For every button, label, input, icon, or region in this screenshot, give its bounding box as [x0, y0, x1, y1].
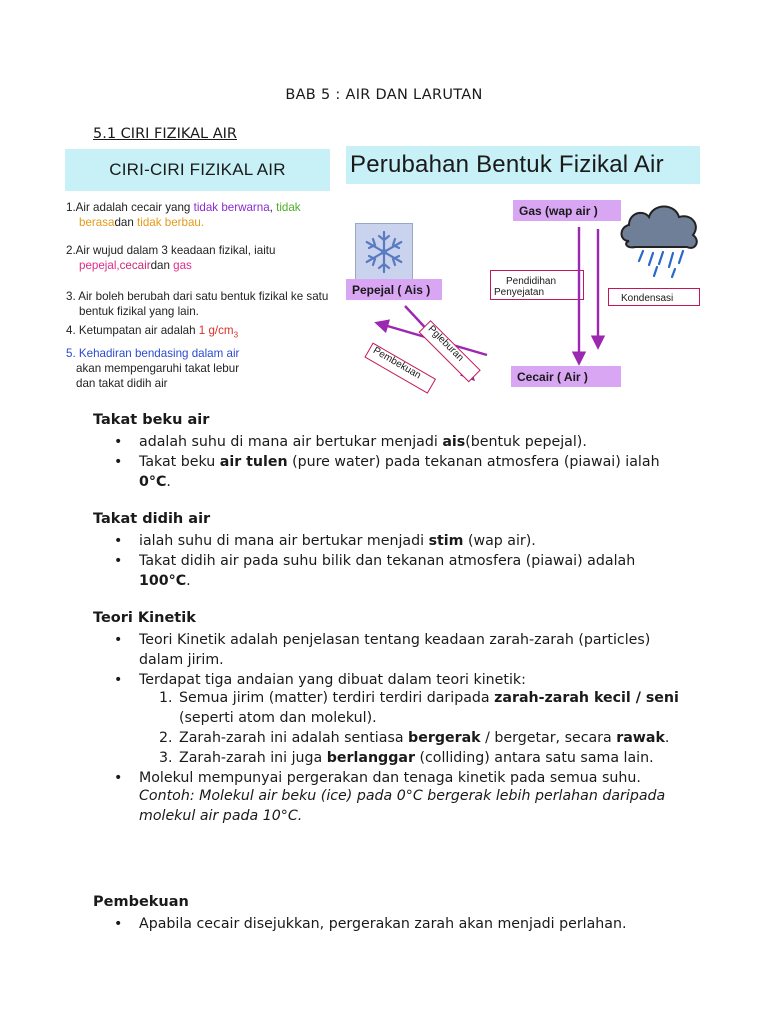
property-2: 2.Air wujud dalam 3 keadaan fizikal, iaitu pepejal,cecairdan gas [66, 244, 276, 272]
list-item: • adalah suhu di mana air bertukar menjadi ais(bentuk pepejal). [111, 432, 691, 452]
gas-state-box: Gas (wap air ) [513, 200, 621, 221]
assumption-item: 2. Zarah-zarah ini adalah sentiasa bergerak / bergetar, secara rawak. [159, 730, 670, 746]
chapter-title: BAB 5 : AIR DAN LARUTAN [285, 87, 483, 103]
kinetic-theory-heading: Teori Kinetik [93, 610, 196, 626]
assumption-list [159, 688, 691, 768]
boiling-point-list [111, 531, 691, 591]
boiling-evaporation-label: Pendidihan Penyejatan [490, 270, 584, 300]
list-item: • Molekul mempunyai pergerakan dan tenaga kinetik pada semua suhu. Contoh: Molekul air beku (ice) pada 0°C bergerak lebih perlahan daripada molekul air pada 10°C. [111, 768, 691, 826]
freezing-point-heading: Takat beku air [93, 412, 210, 428]
section-title: 5.1 CIRI FIZIKAL AIR [93, 126, 237, 142]
list-item: • Apabila cecair disejukkan, pergerakan zarah akan menjadi perlahan. [111, 914, 691, 934]
condensation-label: Kondensasi [608, 288, 700, 306]
assumption-item: 3. Zarah-zarah ini juga berlanggar (colliding) antara satu sama lain. [159, 750, 654, 766]
diagram-heading: Perubahan Bentuk Fizikal Air [346, 146, 700, 184]
physical-properties-figure [62, 148, 344, 393]
property-3: 3. Air boleh berubah dari satu bentuk fizikal ke satu bentuk fizikal yang lain. [66, 290, 329, 318]
list-item: • ialah suhu di mana air bertukar menjadi stim (wap air). [111, 531, 691, 551]
kinetic-theory-list [111, 630, 691, 826]
assumption-item: 1. Semua jirim (matter) terdiri terdiri daripada zarah-zarah kecil / seni (seperti atom dan molekul). [159, 690, 679, 726]
solid-state-box: Pepejal ( Ais ) [346, 279, 442, 300]
freezing-list [111, 914, 691, 934]
list-item: • Takat beku air tulen (pure water) pada tekanan atmosfera (piawai) ialah 0°C. [111, 452, 691, 492]
liquid-state-box: Cecair ( Air ) [511, 366, 621, 387]
boiling-point-heading: Takat didih air [93, 511, 211, 527]
melting-text: Pgleburan [425, 323, 466, 364]
property-5: 5. Kehadiran bendasing dalam air akan mempengaruhi takat lebur dan takat didih air [66, 347, 240, 390]
freezing-point-list [111, 432, 691, 492]
property-1: 1.Air adalah cecair yang tidak berwarna, tidak berasadan tidak berbau. [66, 201, 301, 229]
list-item: • Takat didih air pada suhu bilik dan tekanan atmosfera (piawai) adalah 100°C. [111, 551, 691, 591]
freezing-text: Pembekuan [371, 345, 423, 382]
freezing-heading: Pembekuan [93, 894, 189, 910]
list-item: • Teori Kinetik adalah penjelasan tentang keadaan zarah-zarah (particles) dalam jirim. [111, 630, 691, 670]
state-change-diagram [345, 145, 705, 395]
example-text: Contoh: Molekul air beku (ice) pada 0°C bergerak lebih perlahan daripada molekul air pada 10°C. [139, 788, 666, 824]
property-4: 4. Ketumpatan air adalah 1 $g/cm_3$ [66, 324, 239, 340]
list-item: • Terdapat tiga andaian yang dibuat dalam teori kinetik: 1. Semua jirim (matter) terdiri terdiri daripada zarah-zarah kecil / seni (seperti atom dan molekul). 2. Zarah-zarah ini adalah sentiasa bergerak / bergetar, secara rawak. 3. Zarah-zarah ini juga berlanggar (colliding) antara satu sama lain. [111, 670, 691, 768]
figure-heading: CIRI-CIRI FIZIKAL AIR [65, 149, 330, 191]
